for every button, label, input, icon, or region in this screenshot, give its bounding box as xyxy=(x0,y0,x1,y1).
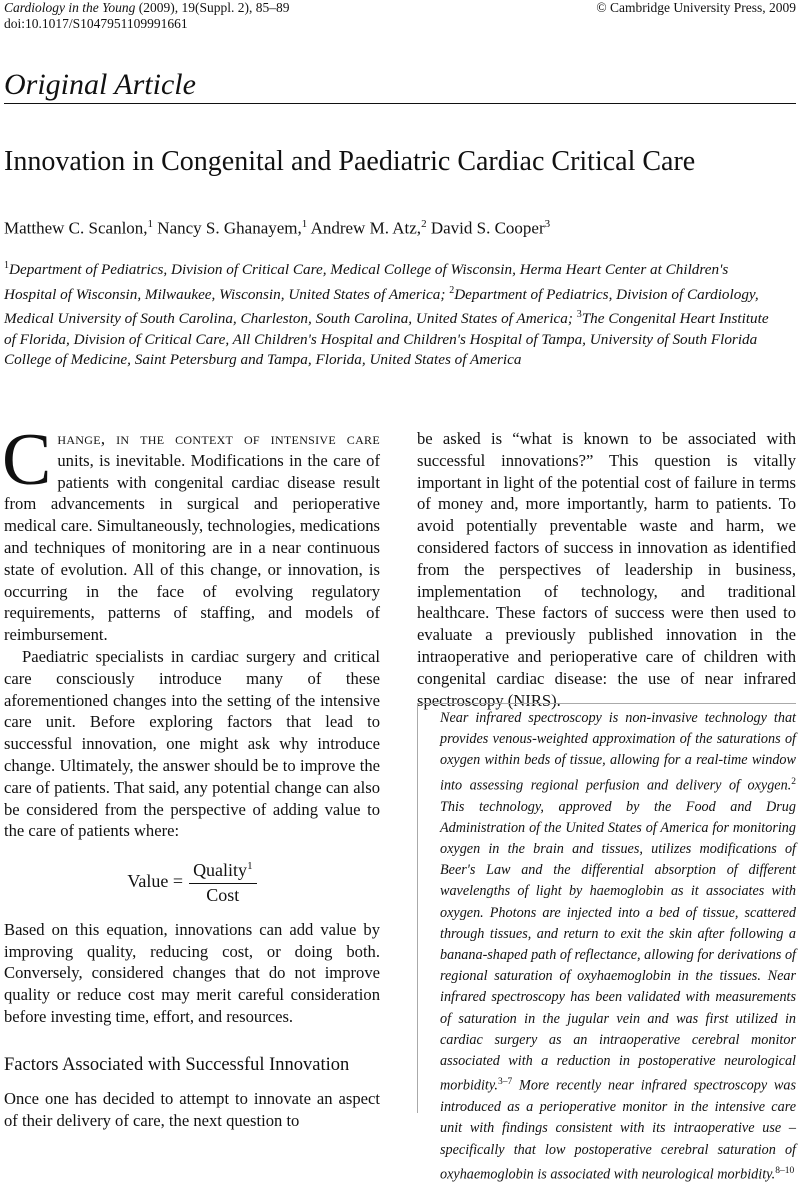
section-heading: Factors Associated with Successful Innovation xyxy=(4,1054,350,1075)
citation-ref[interactable]: 3–7 xyxy=(497,1077,513,1088)
author-affil-sup: 3 xyxy=(544,218,551,230)
affiliation: Department of Pediatrics, Division of Cardiology, Medical University of South Carolina, Charleston, South Carolina, United States of America; xyxy=(4,285,759,328)
affil-sup: 1 xyxy=(4,260,9,271)
author: David S. Cooper xyxy=(430,218,545,238)
affil-sup: 3 xyxy=(576,309,582,321)
paragraph-intro xyxy=(2,419,380,646)
box-text: This technology, approved by the Food and Drug Administration of the United States of America for monitoring oxygen in the brain and tissues, utilizes modifications of Beer's Law and the differential absorption of different wavelengths of light by haemoglobin as it associates with oxygen. Photons are injected into a bed of tissue, scattered through tissues, and return to exit the skin after following a banana-shaped path of reflectance, allowing for derivations of regional saturation of oxyhaemoglobin in the tissues. Near infrared spectroscopy has been validated with measurements of saturation in the jugular vein and was first utilized in cardiac surgery as an intraoperative cerebral monitor associated with a reduction in postoperative neurological morbidity. xyxy=(440,798,796,1094)
author-affil-sup: 2 xyxy=(421,218,427,230)
box-text: More recently near infrared spectroscopy was introduced as a perioperative monitor in the intensive care unit with findings consistent with its intraoperative use – specifically that low postoperative cerebral saturation of oxyhaemoglobin is associated with neurological morbidity. xyxy=(440,1077,796,1183)
author: Matthew C. Scanlon, xyxy=(4,218,148,238)
right-column xyxy=(417,428,796,711)
nirs-text-box xyxy=(417,703,796,1183)
paragraph: be asked is “what is known to be associated with successful innovations?” This question is vitally important in light of the potential cost of failure in terms of money and, more importantly, harm to patients. To avoid potentially preventable waste and harm, we considered factors of success in innovation as identified from the perspectives of leadership in business, implementation of technology, and traditional healthcare. These factors of success were then used to evaluate a previously published innovation in the intraoperative and perioperative care of children with congenital cardiac disease: the use of near infrared spectroscopy (NIRS). xyxy=(417,429,796,710)
header-rule xyxy=(4,103,796,104)
copyright: © Cambridge University Press, 2009 xyxy=(596,0,796,15)
author: Nancy S. Ghanayem, xyxy=(157,218,302,238)
intro-smallcaps: hange, in the context of intensive care xyxy=(57,429,380,448)
box-text: Near infrared spectroscopy is non-invasive technology that provides venous-weighted approximation of the saturations of oxygen within beds of tissue, allowing for a real-time window into assessing regional perfusion and delivery of oxygen. xyxy=(440,710,796,794)
paragraph: Once one has decided to attempt to innovate an aspect of their delivery of care, the next question to xyxy=(4,1088,380,1130)
doi[interactable]: doi:10.1017/S1047951109991661 xyxy=(4,16,188,31)
citation-ref[interactable]: 2 xyxy=(791,776,796,787)
drop-cap: C xyxy=(2,419,52,501)
citation-ref[interactable]: 8–10 xyxy=(775,1165,795,1176)
journal-citation xyxy=(4,0,290,16)
left-column xyxy=(2,419,380,1131)
affiliations xyxy=(4,256,776,371)
value-equation xyxy=(4,856,380,907)
journal-name: Cardiology in the Young xyxy=(4,0,136,15)
author-list xyxy=(4,218,550,239)
equation-lhs: Value = xyxy=(127,870,184,891)
equation-denominator: Cost xyxy=(206,884,240,905)
paragraph: Paediatric specialists in cardiac surgery and critical care consciously introduce many of these aforementioned changes into the setting of the intensive care unit. Before exploring factors that lead to successful innovation, one might ask why introduce change. Ultimately, the answer should be to improve the care of patients. That said, any potential change can also be considered from the perspective of adding value to the care of patients where: xyxy=(4,646,380,841)
article-type: Original Article xyxy=(4,68,196,101)
author-affil-sup: 1 xyxy=(147,218,154,230)
intro-text: units, is inevitable. Modifications in the care of patients with congenital cardiac disease result from advancements in surgical and perioperative medical care. Simultaneously, technologies, medications and techniques of monitoring are in a near continuous state of evolution. All of this change, or innovation, is occurring in the face of evolving regulatory requirements, patterns of staffing, and models of reimbursement. xyxy=(4,450,380,645)
equation-fraction xyxy=(189,856,257,907)
affil-sup: 2 xyxy=(449,284,455,296)
equation-numerator: Quality$^1$ xyxy=(189,856,257,884)
citation: (2009), 19(Suppl. 2), 85–89 xyxy=(138,0,290,15)
affiliation: Department of Pediatrics, Division of Critical Care, Medical College of Wisconsin, Herma Heart Center at Children's Hospital of Wisconsin, Milwaukee, Wisconsin, United States of America; xyxy=(4,261,729,303)
author: Andrew M. Atz, xyxy=(310,218,422,238)
citation-ref[interactable]: 1 xyxy=(247,860,253,873)
article-title: Innovation in Congenital and Paediatric Cardiac Critical Care xyxy=(4,146,696,177)
paragraph: Based on this equation, innovations can add value by improving quality, reducing cost, or doing both. Conversely, considered changes that do not improve quality or reduce cost may merit careful consideration before investing time, effort, and resources. xyxy=(4,919,380,1026)
affiliation: The Congenital Heart Institute of Florida, Division of Critical Care, All Children's Hospital and Children's Hospital of Tampa, University of South Florida College of Medicine, Saint Petersburg and Tampa, Florida, United States of America xyxy=(4,310,769,369)
author-affil-sup: 1 xyxy=(301,218,308,230)
